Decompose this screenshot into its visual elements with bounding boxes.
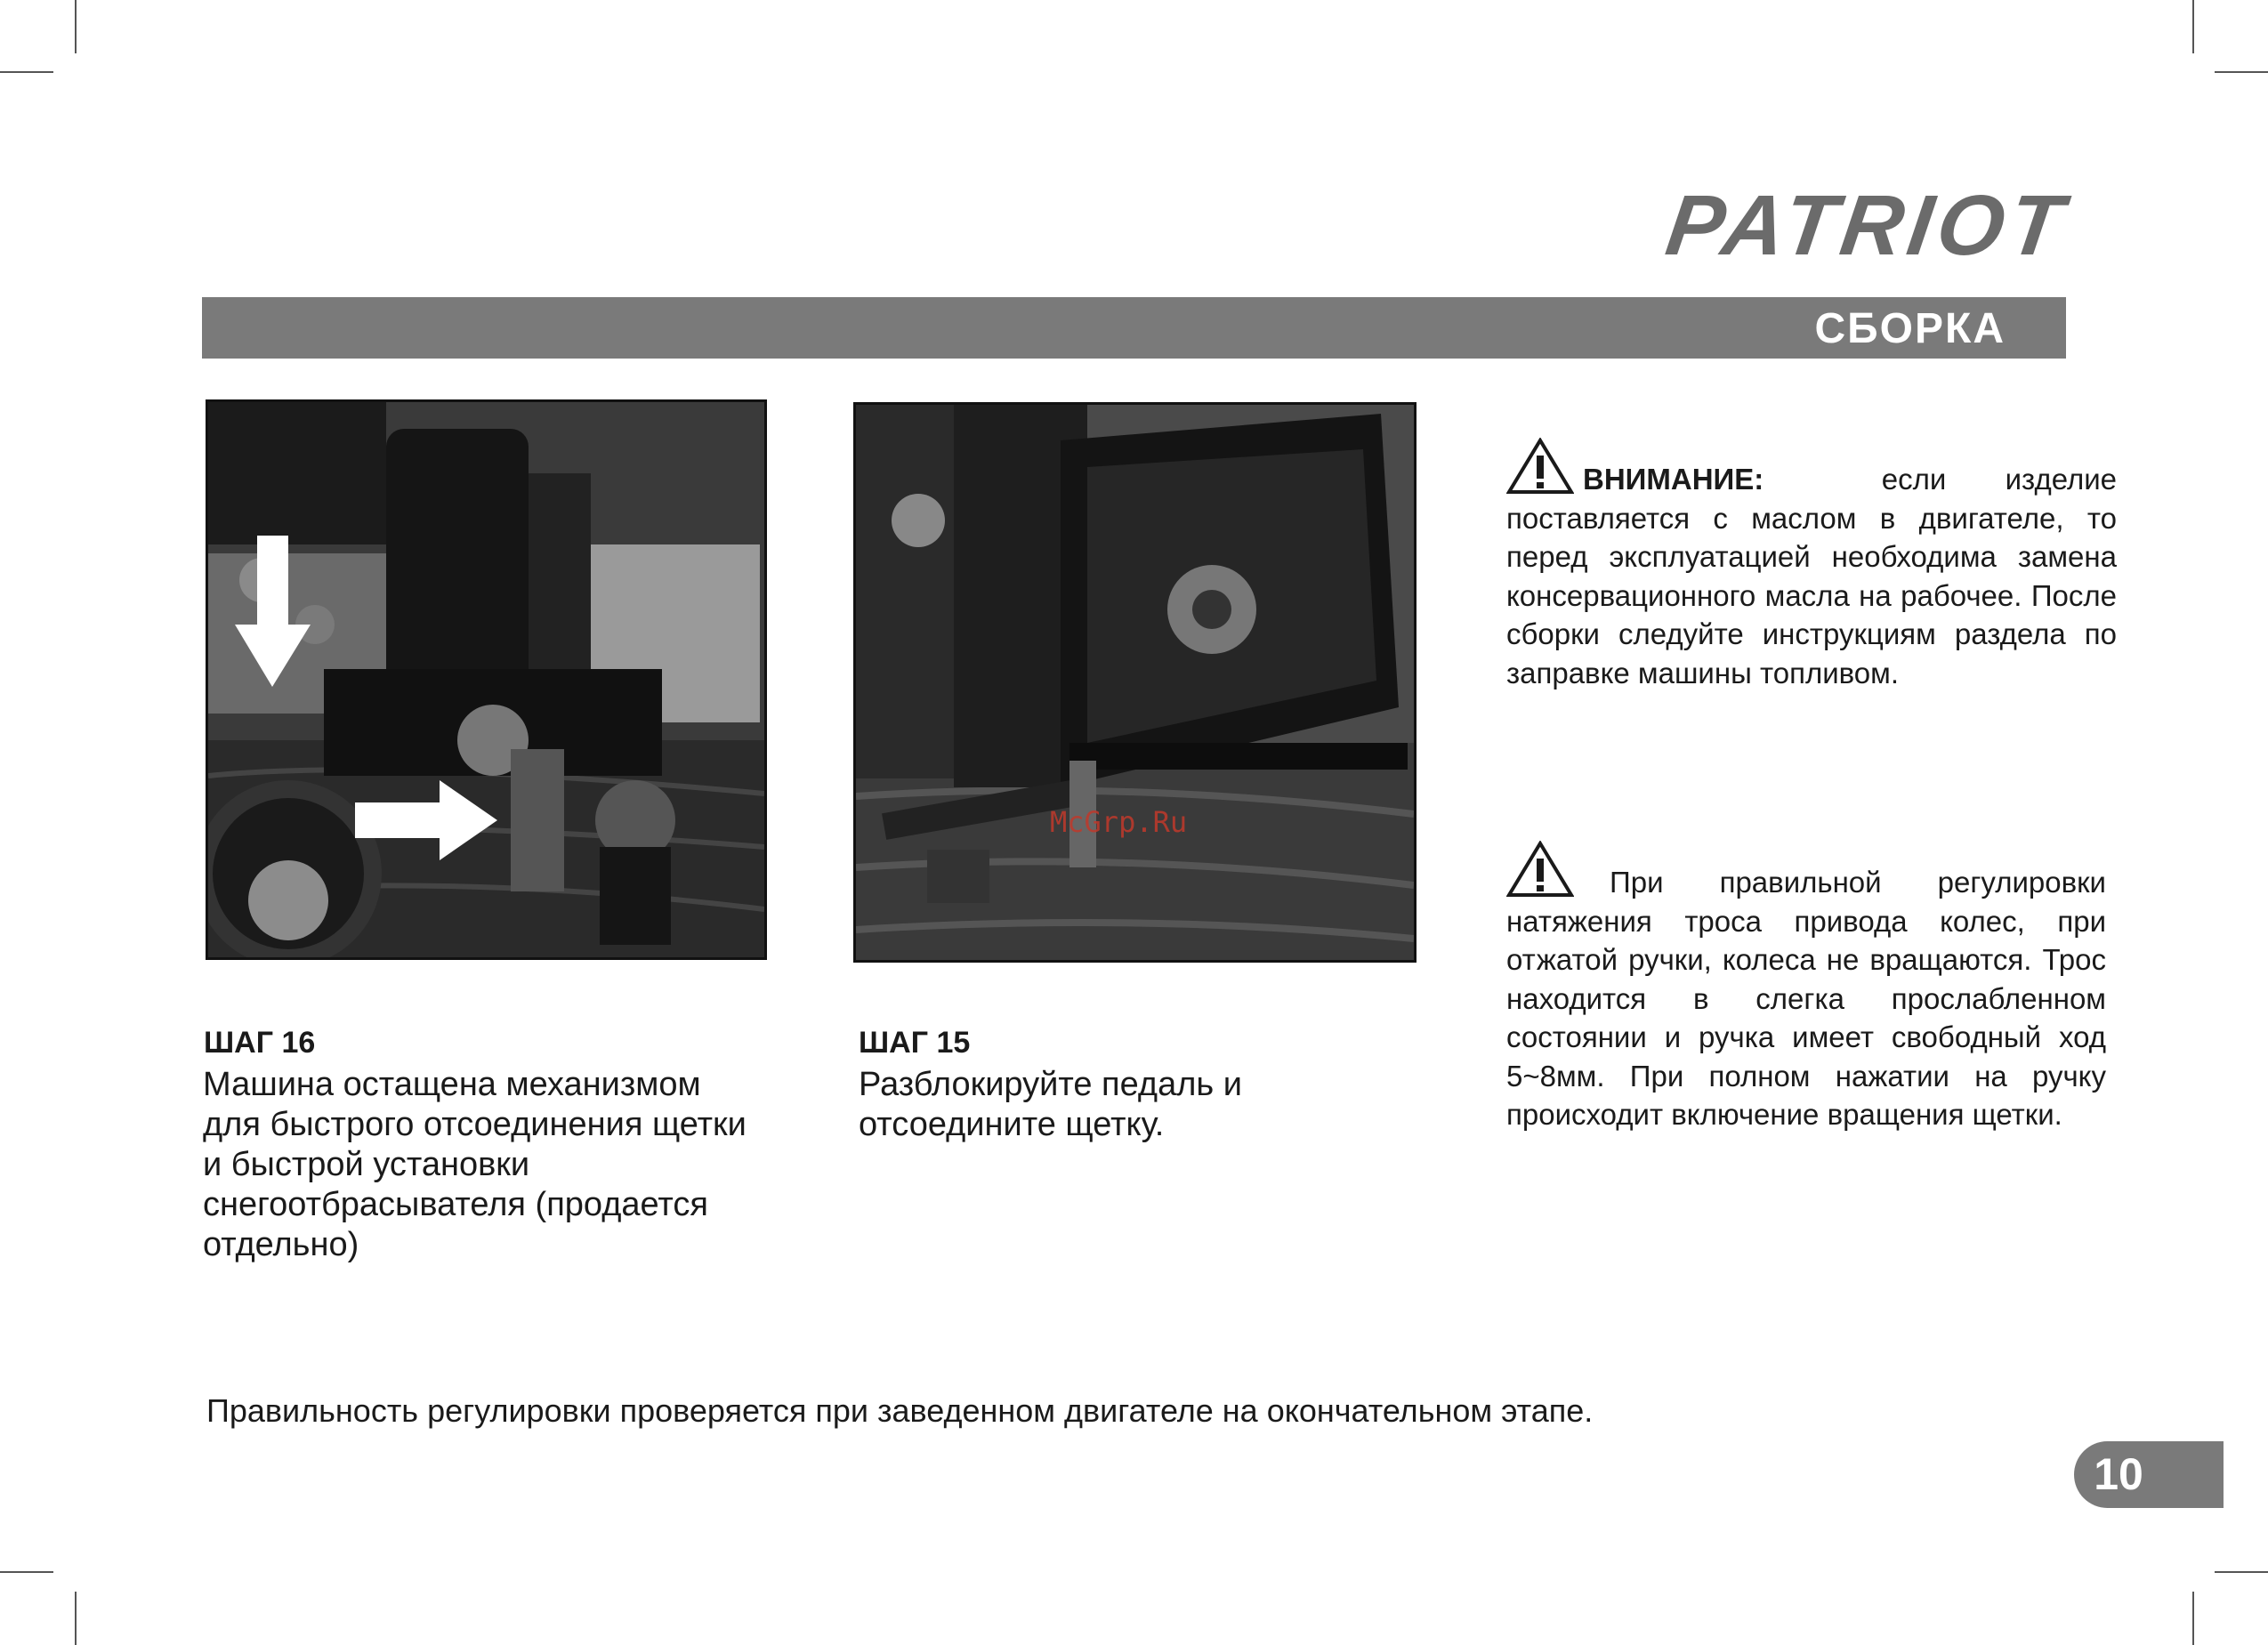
crop-mark: [2192, 1592, 2194, 1645]
watermark: McGrp.Ru: [1050, 805, 1188, 839]
step-16-line: снегоотбрасывателя (продается: [203, 1186, 708, 1223]
step-16-line: для быстрого отсоединения щетки: [203, 1106, 747, 1143]
cable-note: [1506, 841, 2106, 1134]
photo-step-16: [206, 399, 767, 960]
warning-text: если изделие поставляется с маслом в двигателе, то перед эксплуатацией необходима замена консервационного масла на рабочее. После сборки следуйте инструкциям раздела по заправке машины топливом.: [1506, 463, 2117, 689]
crop-mark: [75, 1592, 77, 1645]
step-15-title: ШАГ 15: [859, 1026, 971, 1060]
warning-triangle-icon: [1506, 438, 1574, 495]
step-15-description: [859, 1065, 1357, 1145]
section-title: СБОРКА: [1814, 305, 2006, 352]
photo-step-15: [853, 402, 1416, 963]
step-16-description: [203, 1065, 808, 1265]
photo-step-16-illustration: [208, 402, 764, 957]
crop-mark: [2215, 71, 2268, 73]
footer-note: Правильность регулировки проверяется при заведенном двигателе на окончательном этапе.: [206, 1392, 1594, 1429]
section-header-bar: [202, 297, 2066, 359]
step-15-line: отсоедините щетку.: [859, 1106, 1165, 1143]
warning-triangle-icon: [1506, 841, 1574, 898]
step-16-title: ШАГ 16: [204, 1026, 316, 1060]
warning-note: [1506, 438, 2117, 692]
crop-mark: [0, 71, 53, 73]
brand-logo: PATRIOT: [1660, 178, 2074, 273]
page-number-tab: [2074, 1441, 2224, 1508]
crop-mark: [75, 0, 77, 53]
warning-heading: ВНИМАНИЕ:: [1583, 463, 1764, 496]
page-number: 10: [2094, 1449, 2143, 1499]
crop-mark: [2192, 0, 2194, 53]
step-16-line: отдельно): [203, 1226, 359, 1263]
photo-step-15-illustration: [856, 405, 1414, 960]
step-16-line: Машина остащена механизмом: [203, 1066, 701, 1103]
step-15-line: Разблокируйте педаль и: [859, 1066, 1242, 1103]
step-16-line: и быстрой установки: [203, 1146, 530, 1183]
crop-mark: [0, 1571, 53, 1573]
cable-note-text: При правильной регулировки натяжения троса привода колес, при отжатой ручки, колеса не вращаются. Трос находится в слегка прослабленном состоянии и ручка имеет свободный ход 5~8мм. При полном нажатии на ручку происходит включение вращения щетки.: [1506, 866, 2106, 1131]
crop-mark: [2215, 1571, 2268, 1573]
